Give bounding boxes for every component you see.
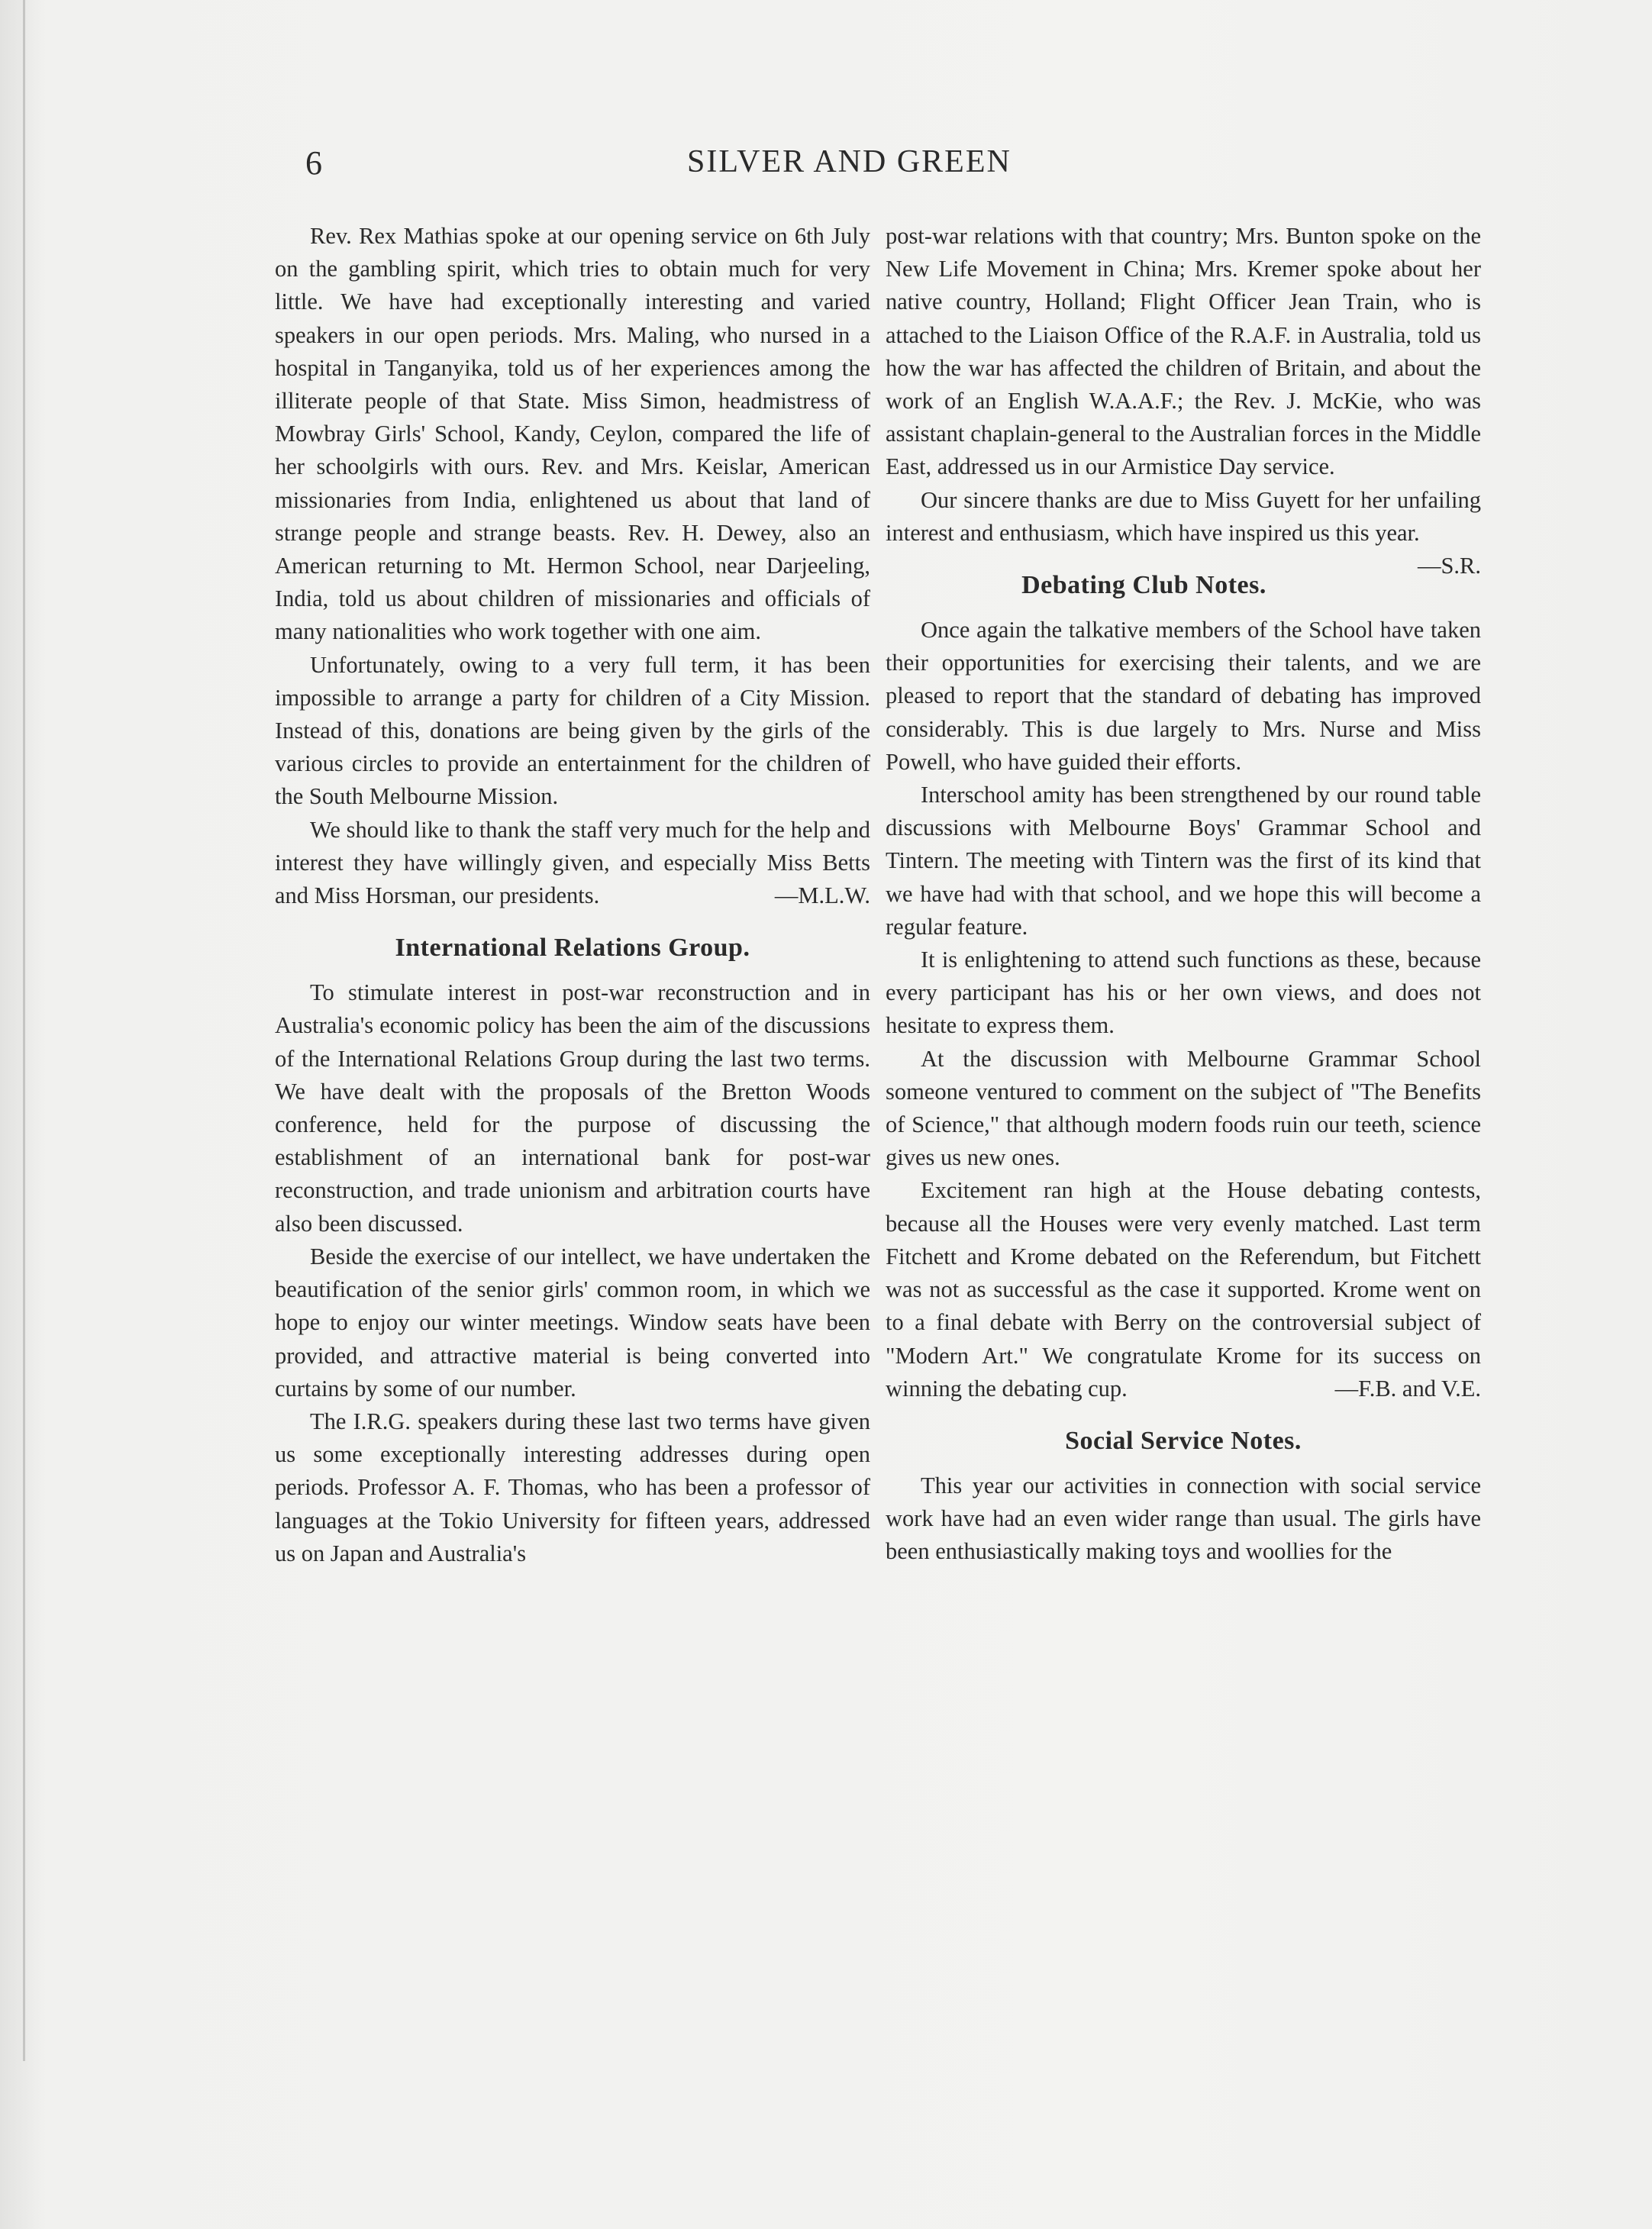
paragraph-continued: post-war relations with that country; Mrs. Bunton spoke on the New Life Movement in China; Mrs. Kremer spoke about her native country, Holland; Flight Officer Jean Train, who is attached to the Liaison Office of the R.A.F. in Australia, told us how the war has affected the children of Britain, and about the work of an English W.A.A.F.; the Rev. J. McKie, who was assistant chaplain-general to the Australian forces in the Middle East, addressed us in our Armistice Day service. (886, 223, 1481, 480)
paragraph: Rev. Rex Mathias spoke at our opening service on 6th July on the gambling spirit, which tries to obtain much for very little. We have had exceptionally interesting and varied speakers in our open periods. Mrs. Maling, who nursed in a hospital in Tanganyika, told us of her experiences among the illiterate people of that State. Miss Simon, headmistress of Mowbray Girls' School, Kandy, Ceylon, compared the life of her schoolgirls with ours. Rev. and Mrs. Keislar, American missionaries from India, enlightened us about that land of strange people and strange beasts. Rev. H. Dewey, also an American returning to Mt. Hermon School, near Darjeeling, India, told us about children of missionaries and officials of many nationalities who work together with one aim. (275, 223, 870, 645)
paragraph: The I.R.G. speakers during these last two terms have given us some exceptionally interesting addresses during open periods. Professor A. F. Thomas, who has been a professor of languages at the Tokio University for fifteen years, addressed us on Japan and Australia's (275, 1408, 870, 1566)
section-heading-irg: International Relations Group. (395, 934, 750, 963)
section-heading-social: Social Service Notes. (1065, 1426, 1302, 1455)
paragraph: Interschool amity has been strengthened by our round table discussions with Melbourne Boys' Grammar School and Tintern. The meeting with Tintern was the first of its kind that we have had with that school, and we hope this will become a regular feature. (886, 782, 1481, 940)
paragraph: This year our activities in connection with social service work have had an even wider range than usual. The girls have been enthusiastically making toys and woollies for the (886, 1472, 1481, 1565)
right-column (886, 220, 1481, 1569)
paragraph-text: Excitement ran high at the House debating contests, because all the Houses were very evenly matched. Last term Fitchett and Krome debated on the Referendum, but Fitchett was not as successful as the case it supported. Krome went on to a final debate with Berry on the controversial subject of "Modern Art." We congratulate Krome for its success on winning the debating cup. (886, 1177, 1481, 1402)
left-column (275, 220, 870, 1570)
paragraph: At the discussion with Melbourne Grammar School someone ventured to comment on the subject of "The Benefits of Science," that although modern foods ruin our teeth, science gives us new ones. (886, 1045, 1481, 1171)
running-title: SILVER AND GREEN (687, 144, 1012, 179)
paragraph: Once again the talkative members of the School have taken their opportunities for exercising their talents, and we are pleased to report that the standard of debating has improved considerably. This is due largely to Mrs. Nurse and Miss Powell, who have guided their efforts. (886, 617, 1481, 775)
paragraph-text: We should like to thank the staff very much for the help and interest they have willingly given, and especially Miss Betts and Miss Horsman, our presidents. (275, 816, 870, 909)
page-number: 6 (305, 144, 323, 182)
section-heading-debating: Debating Club Notes. (1021, 571, 1266, 600)
page-binding-edge (23, 0, 25, 2061)
paragraph: To stimulate interest in post-war reconstruction and in Australia's economic policy has been the aim of the discussions of the International Relations Group during the last two terms. We have dealt with the proposals of the Bretton Woods conference, held for the purpose of discussing the establishment of an international bank for post-war reconstruction, and trade unionism and arbitration courts have also been discussed. (275, 979, 870, 1237)
paragraph (886, 484, 1481, 579)
author-signoff: —S.R. (1417, 553, 1481, 579)
paragraph (886, 1174, 1481, 1405)
paragraph: It is enlightening to attend such functions as these, because every participant has his or her own views, and does not hesitate to express them. (886, 947, 1481, 1039)
author-signoff: —F.B. and V.E. (1334, 1375, 1481, 1402)
paragraph: Beside the exercise of our intellect, we have undertaken the beautification of the senior girls' common room, in which we hope to enjoy our winter meetings. Window seats have been provided, and attractive material is being converted into curtains by some of our number. (275, 1243, 870, 1402)
paragraph-text: Our sincere thanks are due to Miss Guyett for her unfailing interest and enthusiasm, which have inspired us this year. (886, 486, 1481, 546)
paragraph: Unfortunately, owing to a very full term, it has been impossible to arrange a party for children of a City Mission. Instead of this, donations are being given by the girls of the various circles to provide an entertainment for the children of the South Melbourne Mission. (275, 651, 870, 810)
paragraph (275, 814, 870, 913)
page-header (0, 144, 1652, 189)
author-signoff: —M.L.W. (774, 882, 870, 909)
